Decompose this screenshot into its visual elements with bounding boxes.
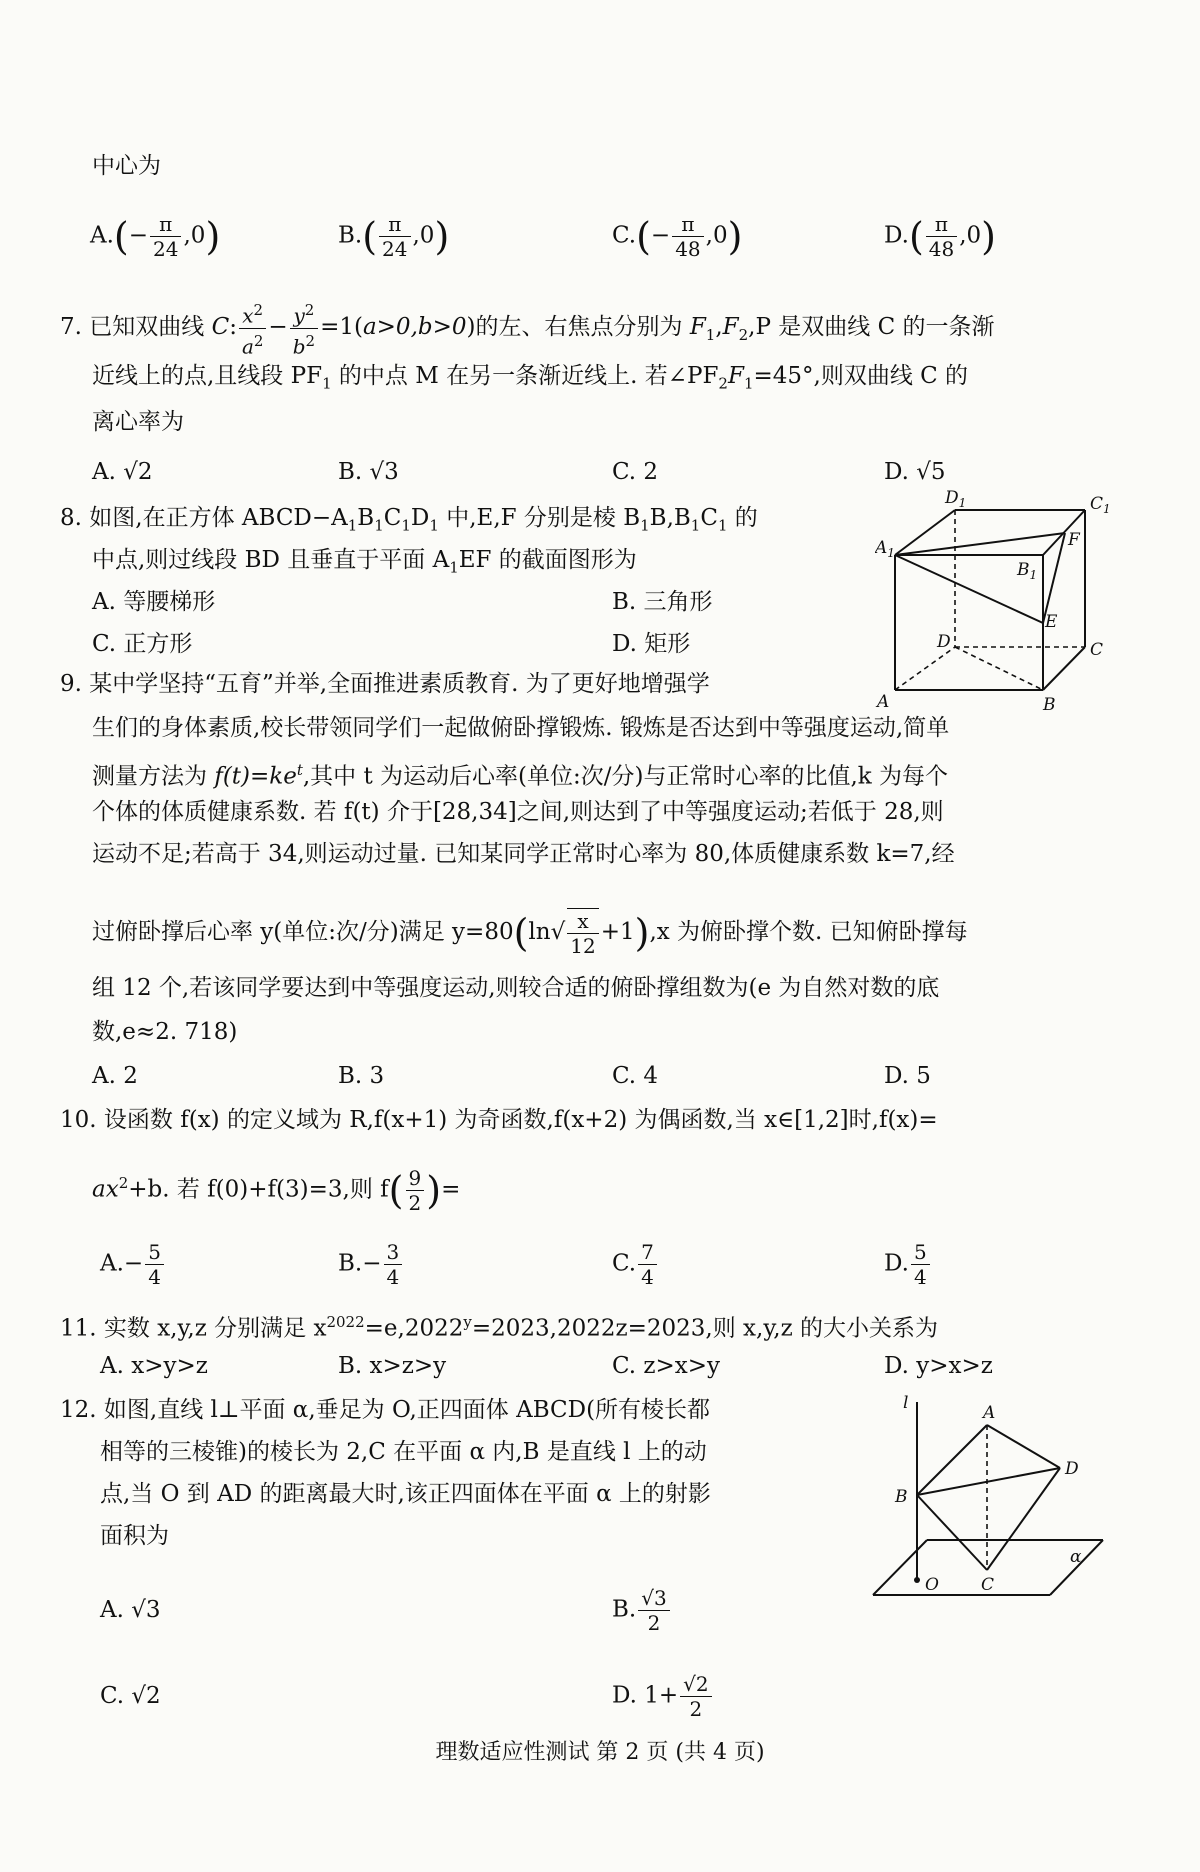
q8-option-d: D. 矩形 [612, 631, 691, 657]
label-f: F [1068, 530, 1080, 550]
q9-option-a: A. 2 [92, 1063, 138, 1089]
label-a: A [877, 692, 890, 712]
label-a: A [983, 1403, 996, 1423]
q9-line-7: 组 12 个,若该同学要达到中等强度运动,则较合适的俯卧撑组数为(e 为自然对数的底 [92, 975, 940, 1001]
q10-option-a: A.− $\frac{5}{4}$ [100, 1240, 166, 1289]
label-d: D [1065, 1459, 1079, 1479]
q12-option-c: C. √2 [100, 1683, 161, 1709]
cube-figure [875, 485, 1135, 715]
q12-line-3: 点,当 O 到 AD 的距离最大时,该正四面体在平面 α 上的射影 [100, 1481, 711, 1507]
q7-option-c: C. 2 [612, 459, 659, 485]
q7-line-3: 离心率为 [92, 409, 184, 435]
label-o: O [925, 1575, 939, 1595]
q10-option-c: C. $\frac{7}{4}$ [612, 1240, 659, 1289]
label-c1: $C_1$ [1090, 494, 1111, 516]
q9-line-3: 测量方法为 $f(t)=ke^t$,其中 t 为运动后心率(单位:次/分)与正常时心率的比值,k 为每个 [92, 761, 949, 790]
q12-line-4: 面积为 [100, 1523, 169, 1549]
q8-option-b: B. 三角形 [612, 589, 713, 615]
q12-option-d: D. 1+ $\frac{√2}{2}$ [612, 1672, 714, 1721]
label-b: B [1043, 695, 1056, 715]
q8-line-1: 8. 如图,在正方体 $ABCD-A_1B_1C_1D_1$ 中,E,F 分别是棱 $B_1B,B_1C_1$ 的 [60, 505, 758, 535]
label-c: C [1090, 640, 1104, 660]
q8-line-2: 中点,则过线段 BD 且垂直于平面 $A_1EF$ 的截面图形为 [92, 547, 637, 577]
q6-option-a: A.(− $\frac{\pi}{24}$ ,0) [90, 212, 221, 261]
q10-option-b: B.− $\frac{3}{4}$ [338, 1240, 404, 1289]
q6-tail: 中心为 [92, 153, 161, 179]
q6-option-b: B.( $\frac{\pi}{24}$ ,0) [338, 212, 450, 261]
label-c: C [981, 1575, 995, 1595]
q7-option-b: B. √3 [338, 459, 399, 485]
q10-line-1: 10. 设函数 f(x) 的定义域为 R,f(x+1) 为奇函数,f(x+2) 为偶函数,当 x∈[1,2]时,f(x)= [60, 1107, 938, 1133]
q11-option-d: D. y>x>z [884, 1353, 993, 1379]
q7-line-1: 7. 已知双曲线 C: $\frac{x^2}{a^2}$ − $\frac{y^2}{b^2}$ =1(a>0,b>0)的左、右焦点分别为 $F_1,F_2,P$ 是双曲线 C 的一条渐 [60, 298, 994, 358]
q7-line-2: 近线上的点,且线段 $PF_1$ 的中点 M 在另一条渐近线上. 若$\angle PF_2F_1=45^\circ$,则双曲线 C 的 [92, 363, 969, 393]
label-b1: $B_1$ [1017, 560, 1038, 582]
q11-option-a: A. x>y>z [100, 1353, 208, 1379]
q9-line-1: 9. 某中学坚持“五育”并举,全面推进素质教育. 为了更好地增强学 [60, 671, 710, 697]
q9-option-d: D. 5 [884, 1063, 931, 1089]
q8-option-c: C. 正方形 [92, 631, 193, 657]
q9-line-6: 过俯卧撑后心率 y(单位:次/分)满足 y=80(ln√ $\frac{x}{12}$ +1),x 为俯卧撑个数. 已知俯卧撑每 [92, 909, 968, 958]
q9-line-2: 生们的身体素质,校长带领同学们一起做俯卧撑锻炼. 锻炼是否达到中等强度运动,简单 [92, 715, 950, 741]
q7-option-a: A. √2 [92, 459, 153, 485]
q7-option-d: D. √5 [884, 459, 946, 485]
q8-option-a: A. 等腰梯形 [92, 589, 216, 615]
q9-line-8: 数,e≈2. 718) [92, 1019, 238, 1045]
label-d1: $D_1$ [945, 488, 967, 510]
q12-line-2: 相等的三棱锥)的棱长为 2,C 在平面 α 内,B 是直线 l 上的动 [100, 1439, 707, 1465]
label-alpha: α [1070, 1547, 1082, 1567]
q9-line-4: 个体的体质健康系数. 若 f(t) 介于[28,34]之间,则达到了中等强度运动;若低于 28,则 [92, 799, 944, 825]
q10-option-d: D. $\frac{5}{4}$ [884, 1240, 932, 1289]
q9-option-c: C. 4 [612, 1063, 659, 1089]
label-d: D [937, 632, 951, 652]
q11-line-1: 11. 实数 x,y,z 分别满足 $x^{2022}=e,2022^y=2023,2022z=2023$,则 x,y,z 的大小关系为 [60, 1313, 939, 1342]
label-b: B [895, 1487, 908, 1507]
q6-option-d: D.( $\frac{\pi}{48}$ ,0) [884, 212, 996, 261]
q6-option-c: C.(− $\frac{\pi}{48}$ ,0) [612, 212, 743, 261]
q11-option-b: B. x>z>y [338, 1353, 447, 1379]
label-a1: $A_1$ [875, 538, 895, 560]
tetrahedron-figure [865, 1390, 1110, 1605]
q11-option-c: C. z>x>y [612, 1353, 721, 1379]
label-l: l [903, 1393, 909, 1413]
q9-option-b: B. 3 [338, 1063, 385, 1089]
q10-line-2: $ax^2+b$. 若 f(0)+f(3)=3,则 f( $\frac{9}{2}$ )= [92, 1166, 461, 1215]
q12-option-a: A. √3 [100, 1597, 161, 1623]
page-footer: 理数适应性测试 第 2 页 (共 4 页) [435, 1740, 765, 1765]
label-e: E [1045, 612, 1058, 632]
q12-option-b: B. $\frac{√3}{2}$ [612, 1586, 672, 1635]
q12-line-1: 12. 如图,直线 l⊥平面 α,垂足为 O,正四面体 ABCD(所有棱长都 [60, 1397, 711, 1423]
q9-line-5: 运动不足;若高于 34,则运动过量. 已知某同学正常时心率为 80,体质健康系数 k=7,经 [92, 841, 955, 867]
